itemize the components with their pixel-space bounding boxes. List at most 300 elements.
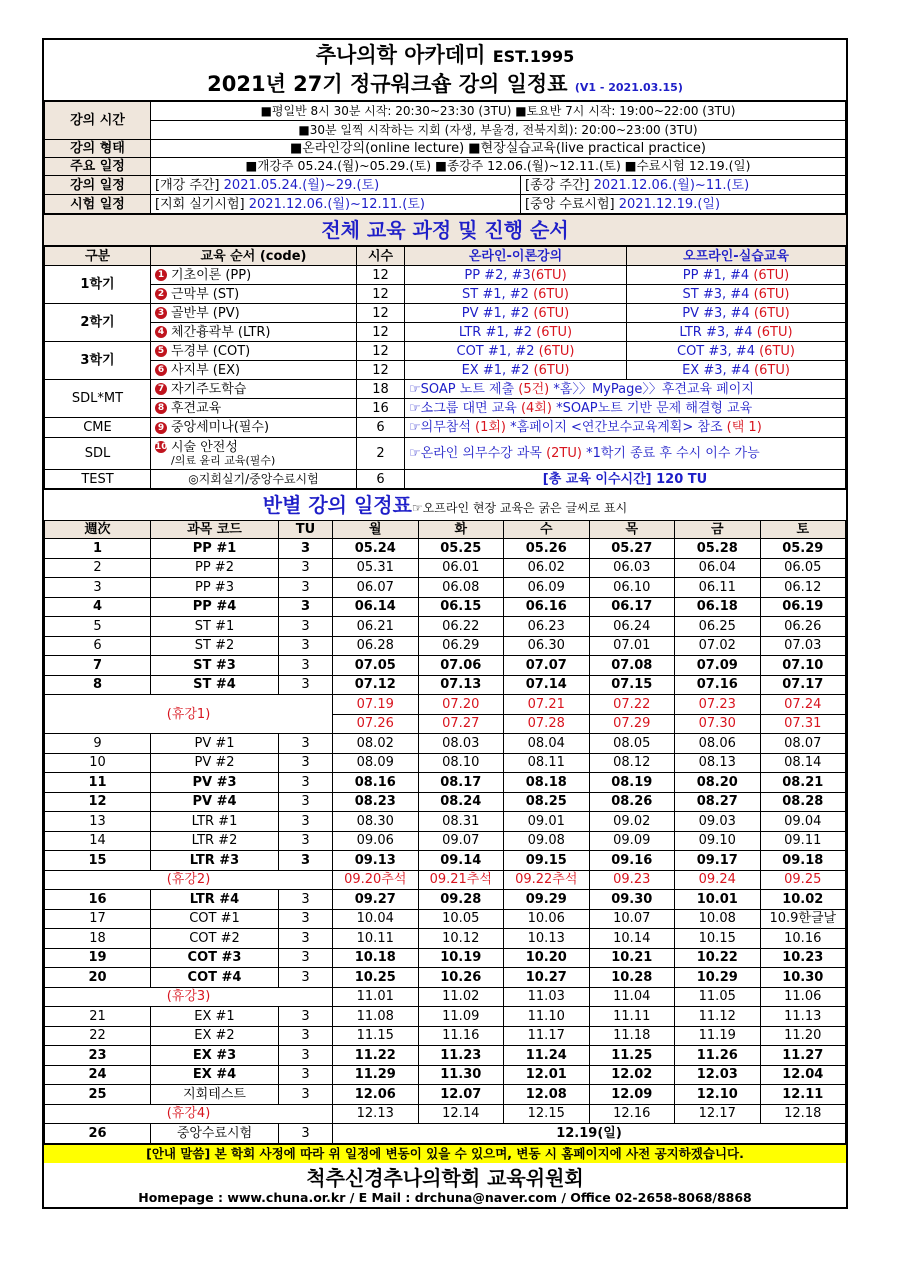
date-cell: 07.16 [675,675,761,695]
lecture-open-value: 2021.05.24.(월)~29.(토) [223,177,380,193]
table-row [45,812,846,832]
type-label: 강의 형태 [45,140,151,158]
date-cell: 09.17 [675,851,761,871]
date-cell: 09.25 [760,870,846,890]
course-code: PV #4 [151,792,279,812]
table-row [45,870,846,890]
total-hours-note: [총 교육 이수시간] 120 TU [405,470,846,489]
week-number: 2 [45,558,151,578]
course-row [45,399,846,418]
date-cell: 09.22추석 [504,870,590,890]
date-cell: 08.21 [760,773,846,793]
date-cell: 09.15 [504,851,590,871]
date-cell: 08.07 [760,734,846,754]
course-name-cell [151,380,357,399]
weekly-schedule-table [44,520,846,1144]
table-row [45,617,846,637]
date-cell: 06.19 [760,597,846,617]
date-cell: 06.14 [333,597,419,617]
date-cell: 06.24 [589,617,675,637]
offline-tu: (6TU) [759,343,795,359]
date-cell: 07.19 [333,695,419,715]
date-cell: 12.11 [760,1085,846,1105]
table-row [45,539,846,559]
course-code: ST #1 [151,617,279,637]
date-cell: 07.30 [675,714,761,734]
step-number-badge: 3 [155,307,167,319]
date-cell: 08.03 [418,734,504,754]
course-code: EX #3 [151,1046,279,1066]
online-cell [405,323,627,342]
note-note-c: *1학기 종료 후 수시 이수 가능 [581,446,760,461]
offline-cell [627,266,846,285]
tu-value: 3 [279,812,333,832]
table-row [45,675,846,695]
online-cell [405,361,627,380]
date-cell: 08.09 [333,753,419,773]
online-tu: (6TU) [530,267,567,283]
date-cell: 09.23 [589,870,675,890]
course-hours: 6 [357,418,405,438]
date-cell: 12.08 [504,1085,590,1105]
course-name: ◎지회실기/중앙수료시험 [151,470,357,489]
table-row [45,1085,846,1105]
schedule-header-cell: 목 [589,521,675,539]
date-cell: 07.03 [760,636,846,656]
date-cell: 10.04 [333,909,419,929]
table-row [45,1065,846,1085]
offline-code: EX #3, #4 [682,362,755,378]
note-cell [405,438,846,470]
course-name: 기초이론 (PP) [171,267,252,283]
tu-value: 3 [279,656,333,676]
course-code: LTR #2 [151,831,279,851]
step-number-badge: 10 [155,442,168,452]
date-cell: 09.09 [589,831,675,851]
online-code: LTR #1, #2 [458,324,537,340]
date-cell: 08.19 [589,773,675,793]
course-name-cell [151,399,357,418]
date-cell: 07.22 [589,695,675,715]
online-code: EX #1, #2 [461,362,534,378]
date-cell: 11.18 [589,1026,675,1046]
table-row [45,968,846,988]
tu-value: 3 [279,851,333,871]
note-note-a: ☞온라인 의무수강 과목 [409,446,547,461]
lecture-close-value: 2021.12.06.(월)~11.(토) [593,177,750,193]
date-cell: 11.09 [418,1007,504,1027]
course-name: 자기주도학습 [171,381,247,397]
note-note-a: ☞의무참석 [409,420,476,435]
course-code: LTR #3 [151,851,279,871]
date-cell: 11.20 [760,1026,846,1046]
table-row [45,929,846,949]
date-cell: 06.10 [589,578,675,598]
date-cell: 09.16 [589,851,675,871]
date-cell: 06.12 [760,578,846,598]
course-name: 후견교육 [171,400,222,416]
date-cell: 09.13 [333,851,419,871]
course-code: LTR #4 [151,890,279,910]
online-code: ST #1, #2 [462,286,534,302]
course-row [45,285,846,304]
date-cell: 05.31 [333,558,419,578]
schedule-header-cell: 수 [504,521,590,539]
course-code: ST #2 [151,636,279,656]
course-code: COT #4 [151,968,279,988]
time-line2: ■30분 일찍 시작하는 지회 (자생, 부울경, 전북지회): 20:00~23:00 (3TU) [151,121,846,140]
week-number: 5 [45,617,151,637]
week-number: 25 [45,1085,151,1105]
date-cell: 07.10 [760,656,846,676]
online-cell [405,285,627,304]
major-label: 주요 일정 [45,158,151,176]
schedule-subtitle: ☞오프라인 현장 교육은 굵은 글씨로 표시 [411,501,628,515]
date-cell: 10.18 [333,948,419,968]
course-row [45,323,846,342]
table-row [45,597,846,617]
date-cell: 12.04 [760,1065,846,1085]
date-cell: 08.12 [589,753,675,773]
date-cell: 12.16 [589,1104,675,1124]
lecture-open [151,176,521,195]
note-note-b: (2TU) [546,446,582,461]
date-cell: 07.08 [589,656,675,676]
date-cell: 11.13 [760,1007,846,1027]
date-cell: 12.09 [589,1085,675,1105]
date-cell: 08.18 [504,773,590,793]
lecture-open-label: [개강 주간] [155,177,220,193]
date-cell: 12.15 [504,1104,590,1124]
week-number: 12 [45,792,151,812]
course-code: EX #2 [151,1026,279,1046]
date-cell: 09.08 [504,831,590,851]
note-note-b: (1회) [475,420,507,435]
schedule-header-cell: 과목 코드 [151,521,279,539]
week-number: 9 [45,734,151,754]
tu-value: 3 [279,578,333,598]
date-cell: 07.27 [418,714,504,734]
tu-value: 3 [279,597,333,617]
course-name-line2: /의료 윤리 교육(필수) [171,453,276,467]
week-number: 16 [45,890,151,910]
break-label: (휴강3) [45,987,333,1007]
online-tu: (6TU) [538,343,575,359]
date-cell: 07.21 [504,695,590,715]
date-cell: 06.25 [675,617,761,637]
date-cell: 11.29 [333,1065,419,1085]
online-cell [405,304,627,323]
date-cell: 09.21추석 [418,870,504,890]
week-number: 8 [45,675,151,695]
table-row [45,831,846,851]
date-cell: 08.25 [504,792,590,812]
date-cell: 11.10 [504,1007,590,1027]
date-cell: 11.26 [675,1046,761,1066]
step-number-badge: 1 [155,269,167,281]
note-note-c: *홈페이지 <연간보수교육계획> 참조 [506,420,727,435]
course-name-cell [151,304,357,323]
table-row [45,1026,846,1046]
date-cell: 09.24 [675,870,761,890]
table-row [45,792,846,812]
course-hours: 12 [357,266,405,285]
time-label: 강의 시간 [45,102,151,140]
date-cell: 06.18 [675,597,761,617]
date-cell: 11.04 [589,987,675,1007]
date-cell: 11.17 [504,1026,590,1046]
schedule-section-title: 반별 강의 일정표 [262,493,412,517]
week-number: 24 [45,1065,151,1085]
table-row [45,656,846,676]
schedule-header-cell: 週次 [45,521,151,539]
date-cell: 10.28 [589,968,675,988]
date-cell: 11.16 [418,1026,504,1046]
tu-value: 3 [279,773,333,793]
offline-cell [627,342,846,361]
date-cell: 06.16 [504,597,590,617]
course-row [45,380,846,399]
date-cell: 06.21 [333,617,419,637]
date-cell: 09.18 [760,851,846,871]
tu-value: 3 [279,1124,333,1144]
offline-tu: (6TU) [756,324,793,340]
tu-value: 3 [279,539,333,559]
overview-title: 전체 교육 과정 및 진행 순서 [44,214,846,246]
table-row [45,890,846,910]
date-cell: 05.28 [675,539,761,559]
date-cell: 08.31 [418,812,504,832]
schedule-title-band [44,489,846,520]
note-note-a: ☞소그룹 대면 교육 [409,400,521,416]
online-tu: (6TU) [536,324,573,340]
date-cell: 11.24 [504,1046,590,1066]
date-cell: 07.23 [675,695,761,715]
date-cell: 12.02 [589,1065,675,1085]
offline-code: COT #3, #4 [677,343,760,359]
date-cell: 08.23 [333,792,419,812]
online-code: PP #2, #3 [464,267,531,283]
date-cell: 05.27 [589,539,675,559]
date-cell: 11.15 [333,1026,419,1046]
date-cell: 07.31 [760,714,846,734]
date-cell: 06.17 [589,597,675,617]
course-hours: 12 [357,304,405,323]
course-name-cell [151,323,357,342]
offline-cell [627,323,846,342]
step-number-badge: 4 [155,326,167,338]
online-cell [405,266,627,285]
schedule-title: 2021년 27기 정규워크숍 강의 일정표 [207,72,568,96]
schedule-header-cell: TU [279,521,333,539]
date-cell: 10.26 [418,968,504,988]
date-cell: 08.27 [675,792,761,812]
offline-tu: (6TU) [753,286,790,302]
lecture-close-label: [종강 주간] [525,177,590,193]
date-cell: 11.12 [675,1007,761,1027]
date-cell: 08.26 [589,792,675,812]
date-cell: 07.13 [418,675,504,695]
tu-value: 3 [279,636,333,656]
time-line1: ■평일반 8시 30분 시작: 20:30~23:30 (3TU) ■토요반 7시 시작: 19:00~22:00 (3TU) [151,102,846,121]
date-cell: 06.28 [333,636,419,656]
date-cell: 07.14 [504,675,590,695]
date-cell: 09.27 [333,890,419,910]
note-note-b: (4회) [520,400,552,416]
date-cell: 12.13 [333,1104,419,1124]
week-number: 15 [45,851,151,871]
date-cell: 09.04 [760,812,846,832]
date-cell: 11.19 [675,1026,761,1046]
date-cell: 10.20 [504,948,590,968]
course-name-cell [151,438,357,470]
date-cell: 06.03 [589,558,675,578]
week-number: 21 [45,1007,151,1027]
tu-value: 3 [279,831,333,851]
date-cell: 07.01 [589,636,675,656]
course-code: PP #4 [151,597,279,617]
schedule-header-cell: 토 [760,521,846,539]
course-hours: 12 [357,361,405,380]
date-cell: 08.04 [504,734,590,754]
course-row [45,342,846,361]
course-hours: 2 [357,438,405,470]
date-cell: 09.11 [760,831,846,851]
tu-value: 3 [279,1007,333,1027]
date-cell: 08.16 [333,773,419,793]
course-code: PV #2 [151,753,279,773]
date-cell: 07.26 [333,714,419,734]
table-row [45,695,846,715]
date-cell: 10.12 [418,929,504,949]
lecture-label: 강의 일정 [45,176,151,195]
tu-value: 3 [279,1085,333,1105]
table-row [45,636,846,656]
online-tu: (6TU) [533,286,569,302]
exam-label: 시험 일정 [45,195,151,214]
date-cell: 10.07 [589,909,675,929]
course-row [45,470,846,489]
date-cell: 05.29 [760,539,846,559]
semester-label: 1학기 [45,266,151,304]
offline-cell [627,304,846,323]
schedule-header-cell: 화 [418,521,504,539]
date-cell: 10.11 [333,929,419,949]
date-cell: 08.13 [675,753,761,773]
date-cell: 06.08 [418,578,504,598]
table-row [45,1124,846,1144]
offline-tu: (6TU) [753,267,790,283]
date-cell: 08.30 [333,812,419,832]
date-cell: 07.20 [418,695,504,715]
note-cell [405,418,846,438]
overview-header-cell: 시수 [357,247,405,266]
offline-code: PP #1, #4 [682,267,754,283]
note-cell [405,399,846,418]
course-name-cell [151,418,357,438]
final-exam-date: 12.19(일) [333,1124,846,1144]
date-cell: 11.30 [418,1065,504,1085]
course-row [45,266,846,285]
course-code: LTR #1 [151,812,279,832]
course-code: PP #2 [151,558,279,578]
tu-value: 3 [279,1026,333,1046]
course-code: PV #3 [151,773,279,793]
date-cell: 07.24 [760,695,846,715]
type-value: ■온라인강의(online lecture) ■현장실습교육(live practical practice) [151,140,846,158]
online-code: PV #1, #2 [461,305,534,321]
date-cell: 08.05 [589,734,675,754]
table-row [45,909,846,929]
date-cell: 11.27 [760,1046,846,1066]
step-number-badge: 9 [155,422,167,434]
exam-branch-value: 2021.12.06.(월)~12.11.(토) [248,196,425,212]
course-hours: 16 [357,399,405,418]
tu-value: 3 [279,734,333,754]
document-title [44,40,846,70]
note-note-d: (택 1) [726,420,762,435]
table-row [45,1104,846,1124]
course-hours: 12 [357,323,405,342]
week-number: 19 [45,948,151,968]
week-number: 22 [45,1026,151,1046]
tu-value: 3 [279,909,333,929]
tu-value: 3 [279,792,333,812]
course-name: 두경부 (COT) [171,343,251,359]
table-row [45,753,846,773]
offline-code: PV #3, #4 [682,305,754,321]
exam-branch-label: [지회 실기시험] [155,196,245,212]
course-code: PP #3 [151,578,279,598]
date-cell: 09.30 [589,890,675,910]
exam-branch [151,195,521,214]
contact-info: Homepage : www.chuna.or.kr / E Mail : drchuna@naver.com / Office 02-2658-8068/8868 [138,1189,752,1205]
course-hours: 18 [357,380,405,399]
date-cell: 11.08 [333,1007,419,1027]
course-code: EX #4 [151,1065,279,1085]
tu-value: 3 [279,675,333,695]
course-code: COT #1 [151,909,279,929]
date-cell: 10.19 [418,948,504,968]
course-name: 체간흉곽부 (LTR) [171,324,271,340]
step-number-badge: 6 [155,364,167,376]
date-cell: 07.29 [589,714,675,734]
date-cell: 10.15 [675,929,761,949]
week-number: 17 [45,909,151,929]
course-row [45,418,846,438]
tu-value: 3 [279,1046,333,1066]
semester-label: CME [45,418,151,438]
course-name-cell [151,342,357,361]
date-cell: 06.29 [418,636,504,656]
course-row [45,361,846,380]
week-number: 14 [45,831,151,851]
date-cell: 05.25 [418,539,504,559]
table-row [45,734,846,754]
week-number: 18 [45,929,151,949]
week-number: 11 [45,773,151,793]
course-code: ST #3 [151,656,279,676]
version-label: (V1 - 2021.03.15) [574,81,683,94]
date-cell: 09.01 [504,812,590,832]
course-code: COT #3 [151,948,279,968]
week-number: 3 [45,578,151,598]
date-cell: 09.28 [418,890,504,910]
week-number: 20 [45,968,151,988]
online-code: COT #1, #2 [456,343,539,359]
break-label: (휴강4) [45,1104,333,1124]
date-cell: 10.01 [675,890,761,910]
